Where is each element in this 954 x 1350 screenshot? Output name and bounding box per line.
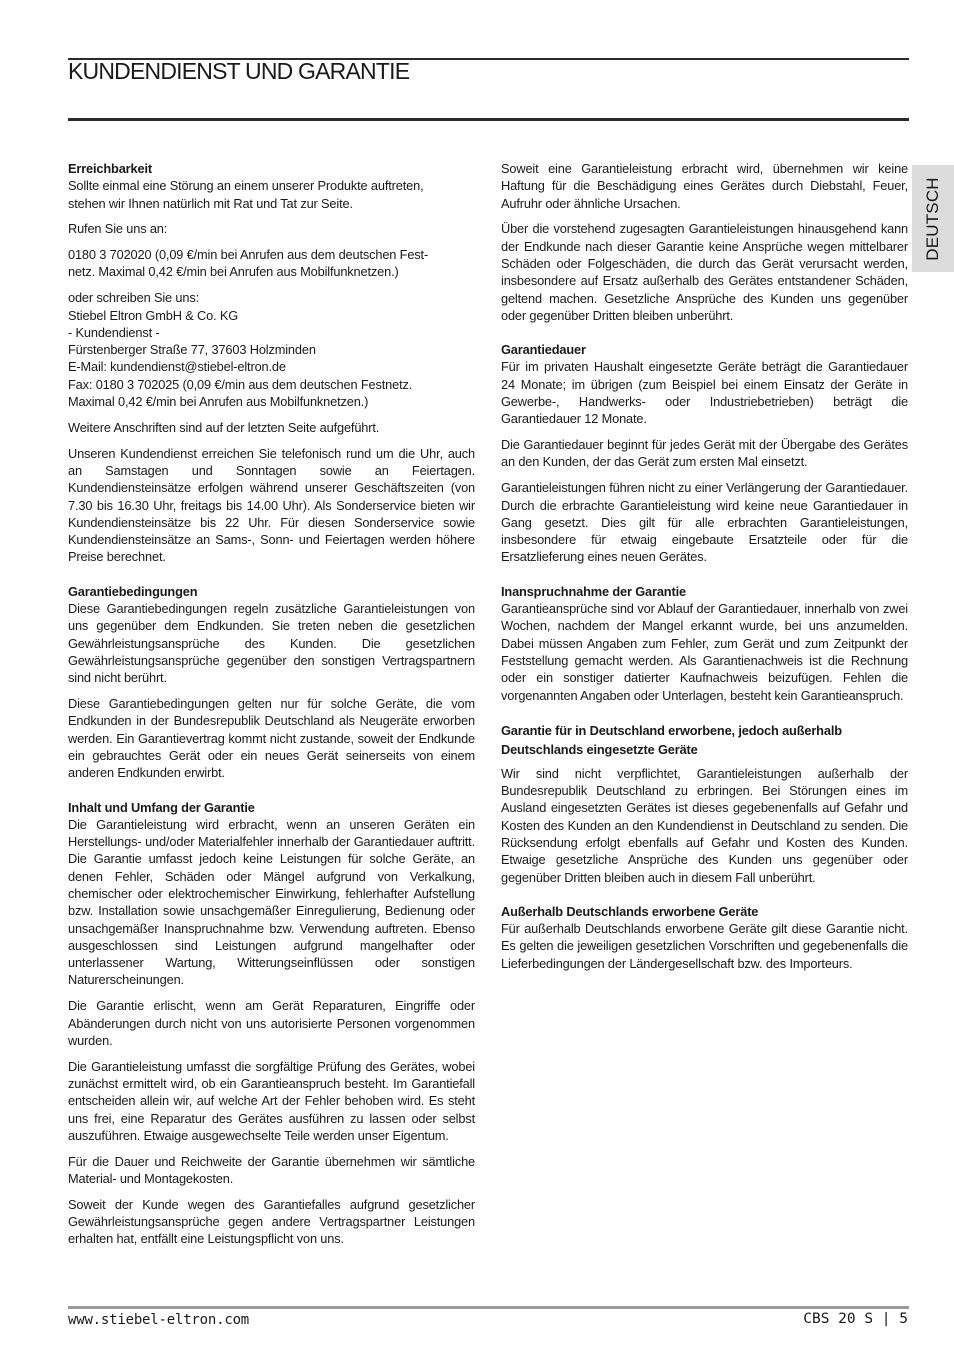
paragraph: Garantieansprüche sind vor Ablauf der Garantiedauer, innerhalb von zwei Wochen, nachdem der Mangel erkannt wurde, bei uns anzumelden. Dabei müssen Angaben zum Fehler, zum Gerät und zum Zeitpunkt der Feststellung gemacht werden. Als Garantienachweis ist die Rechnung oder ein sonstiger datierter Kaufnachweis beizufügen. Fehlen die vorgenannten Angaben oder Unterlagen, besteht kein Garantieanspruch. [501, 601, 908, 703]
paragraph: Für im privaten Haushalt eingesetzte Geräte beträgt die Garantiedauer 24 Monate; im übrigen (zum Beispiel bei einem Einsatz der Geräte in Gewerbe-, Handwerks- oder Industriebetrieben) beträgt die Garantiedauer 12 Monate. [501, 359, 908, 427]
left-column [68, 160, 475, 1256]
section-ausland-eingesetzt [501, 721, 908, 886]
section-erreichbarkeit [68, 160, 475, 566]
paragraph: Sollte einmal eine Störung an einem unserer Produkte auftreten, stehen wir Ihnen natürlich mit Rat und Tat zur Seite. [68, 178, 424, 211]
section-heading: Garantiebedingungen [68, 583, 198, 599]
paragraph: Soweit eine Garantieleistung erbracht wird, übernehmen wir keine Haftung für die Beschädigung eines Gerätes durch Diebstahl, Feuer, Aufruhr oder ähnliche Ursachen. [501, 161, 908, 211]
section-heading: Garantie für in Deutschland erworbene, jedoch außerhalb Deutschlands eingesetzte Geräte [501, 722, 842, 758]
paragraph: Für außerhalb Deutschlands erworbene Geräte gilt diese Garantie nicht. Es gelten die jeweiligen gesetzlichen Vorschriften und gegebenenfalls die Lieferbedingungen der Ländergesellschaft bzw. des Importeurs. [501, 921, 908, 971]
section-heading: Inhalt und Umfang der Garantie [68, 799, 255, 815]
language-tab-label: DEUTSCH [923, 176, 942, 261]
paragraph: 0180 3 702020 (0,09 €/min bei Anrufen aus dem deutschen Fest- netz. Maximal 0,42 €/min bei Anrufen aus Mobilfunknetzen.) [68, 247, 429, 280]
section-heading: Inanspruchnahme der Garantie [501, 583, 686, 599]
section-inanspruchnahme [501, 583, 908, 704]
footer-rule [68, 1306, 909, 1309]
section-ausland-erworben [501, 903, 908, 972]
paragraph: Unseren Kundendienst erreichen Sie telefonisch rund um die Uhr, auch an Samstagen und Sonntagen sowie an Feiertagen. Kundendiensteinsätze erfolgen während unserer Geschäftszeiten (von 7.30 bis 16.30 Uhr, freitags bis 14.00 Uhr). Als Sonderservice bieten wir Kundendiensteinsätze bis 22 Uhr. Für diesen Sonderservice sowie Kundendiensteinsätze an Sams-, Sonn- und Feiertagen werden höhere Preise berechnet. [68, 445, 475, 565]
footer-website: www.stiebel-eltron.com [68, 1312, 250, 1328]
paragraph: Garantieleistungen führen nicht zu einer Verlängerung der Garantiedauer. Durch die erbrachte Garantieleistung wird keine neue Garantiedauer in Gang gesetzt. Dies gilt für alle erbrachten Garantieleistungen, insbesondere für etwaig eingebaute Ersatzteile oder für die Ersatzlieferung eines neuen Gerätes. [501, 480, 908, 565]
paragraph: Für die Dauer und Reichweite der Garantie übernehmen wir sämtliche Material- und Montagekosten. [68, 1153, 475, 1186]
paragraph: Über die vorstehend zugesagten Garantieleistungen hinausgehend kann der Endkunde nach dieser Garantie keine Ansprüche wegen mittelbarer Schäden oder Folgeschäden, die durch das Gerät verursacht werden, insbesondere auf Ersatz außerhalb des Gerätes entstandener Schäden, geltend machen. Gesetzliche Ansprüche des Kunden uns gegenüber oder gegenüber Dritten bleiben unberührt. [501, 221, 908, 323]
paragraph: Die Garantie erlischt, wenn am Gerät Reparaturen, Eingriffe oder Abänderungen durch nicht von uns autorisierte Personen vorgenommen wurden. [68, 998, 475, 1048]
section-heading: Garantiedauer [501, 342, 586, 358]
title-rule [68, 118, 909, 121]
paragraph: Wir sind nicht verpflichtet, Garantieleistungen außerhalb der Bundesrepublik Deutschland zu erbringen. Bei Störungen eines im Ausland eingesetzten Gerätes ist dieses gegebenenfalls auf Gefahr und Kosten des Kunden an den Kundendienst in Deutschland zu senden. Die Rücksendung erfolgt ebenfalls auf Gefahr und Kosten des Kunden. Etwaige gesetzliche Ansprüche des Kunden uns gegenüber oder gegenüber Dritten bleiben auch in diesem Fall unberührt. [501, 765, 908, 885]
section-heading: Erreichbarkeit [68, 161, 152, 176]
paragraph: Weitere Anschriften sind auf der letzten Seite aufgeführt. [68, 419, 380, 435]
paragraph: Die Garantiedauer beginnt für jedes Gerät mit der Übergabe des Gerätes an den Kunden, der das Gerät zum ersten Mal einsetzt. [501, 437, 908, 470]
footer-page-reference: CBS 20 S | 5 [803, 1311, 908, 1327]
paragraph: Diese Garantiebedingungen regeln zusätzliche Garantieleistungen von uns gegenüber dem Endkunden. Sie treten neben die gesetzlichen Gewährleistungsansprüche des Kunden. Die gesetzlichen Gewährleistungsansprüche gegenüber den sonstigen Vertragspartnern sind nicht berührt. [68, 601, 475, 686]
section-garantiebedingungen [68, 583, 475, 782]
paragraph: Die Garantieleistung wird erbracht, wenn an unseren Geräten ein Herstellungs- und/oder Materialfehler innerhalb der Garantiedauer auftritt. Die Garantie umfasst jedoch keine Leistungen für solche Geräte, an denen Fehler, Schäden oder Mängel aufgrund von Verkalkung, chemischer oder elektrochemischer Einwirkung, fehlerhafter Aufstellung bzw. Installation sowie unsachgemäßer Einregulierung, Bedienung oder unsachgemäßer Inanspruchnahme bzw. Verwendung auftreten. Ebenso ausgeschlossen sind Leistungen aufgrund mangelhafter oder unterlassener Wartung, Witterungseinflüssen oder sonstigen Naturerscheinungen. [68, 816, 475, 988]
address-block: oder schreiben Sie uns: Stiebel Eltron GmbH & Co. KG - Kundendienst - Fürstenberger Straße 77, 37603 Holzminden E-Mail: kundendienst@stiebel-eltron.de Fax: 0180 3 702025 (0,09 €/min aus dem deutschen Festnetz. Maximal 0,42 €/min bei Anrufen aus Mobilfunknetzen.) [68, 290, 413, 410]
paragraph: Diese Garantiebedingungen gelten nur für solche Geräte, die vom Endkunden in der Bundesrepublik Deutschland als Neugeräte erworben werden. Ein Garantievertrag kommt nicht zustande, soweit der Endkunde ein gebrauchtes Gerät oder ein neues Gerät seinerseits von einem anderen Endkunden erwirbt. [68, 696, 475, 781]
paragraph: Die Garantieleistung umfasst die sorgfältige Prüfung des Gerätes, wobei zunächst ermittelt wird, ob ein Garantieanspruch besteht. Im Garantiefall entscheiden allein wir, auf welche Art der Fehler behoben wird. Es steht uns frei, eine Reparatur des Gerätes ausführen zu lassen oder selbst auszuführen. Etwaige ausgewechselte Teile werden unser Eigentum. [68, 1058, 475, 1143]
right-column [501, 160, 908, 981]
paragraph: Rufen Sie uns an: [68, 221, 168, 237]
paragraph: Soweit der Kunde wegen des Garantiefalles aufgrund gesetzlicher Gewährleistungsansprüche gegen andere Vertragspartner Leistungen erhalten hat, entfällt eine Leistungspflicht von uns. [68, 1196, 475, 1247]
page-title: KUNDENDIENST UND GARANTIE [68, 58, 410, 84]
language-tab [912, 165, 954, 272]
section-heading: Außerhalb Deutschlands erworbene Geräte [501, 903, 759, 919]
section-inhalt-umfang [68, 799, 475, 1248]
section-haftung [501, 160, 908, 324]
section-garantiedauer [501, 341, 908, 566]
